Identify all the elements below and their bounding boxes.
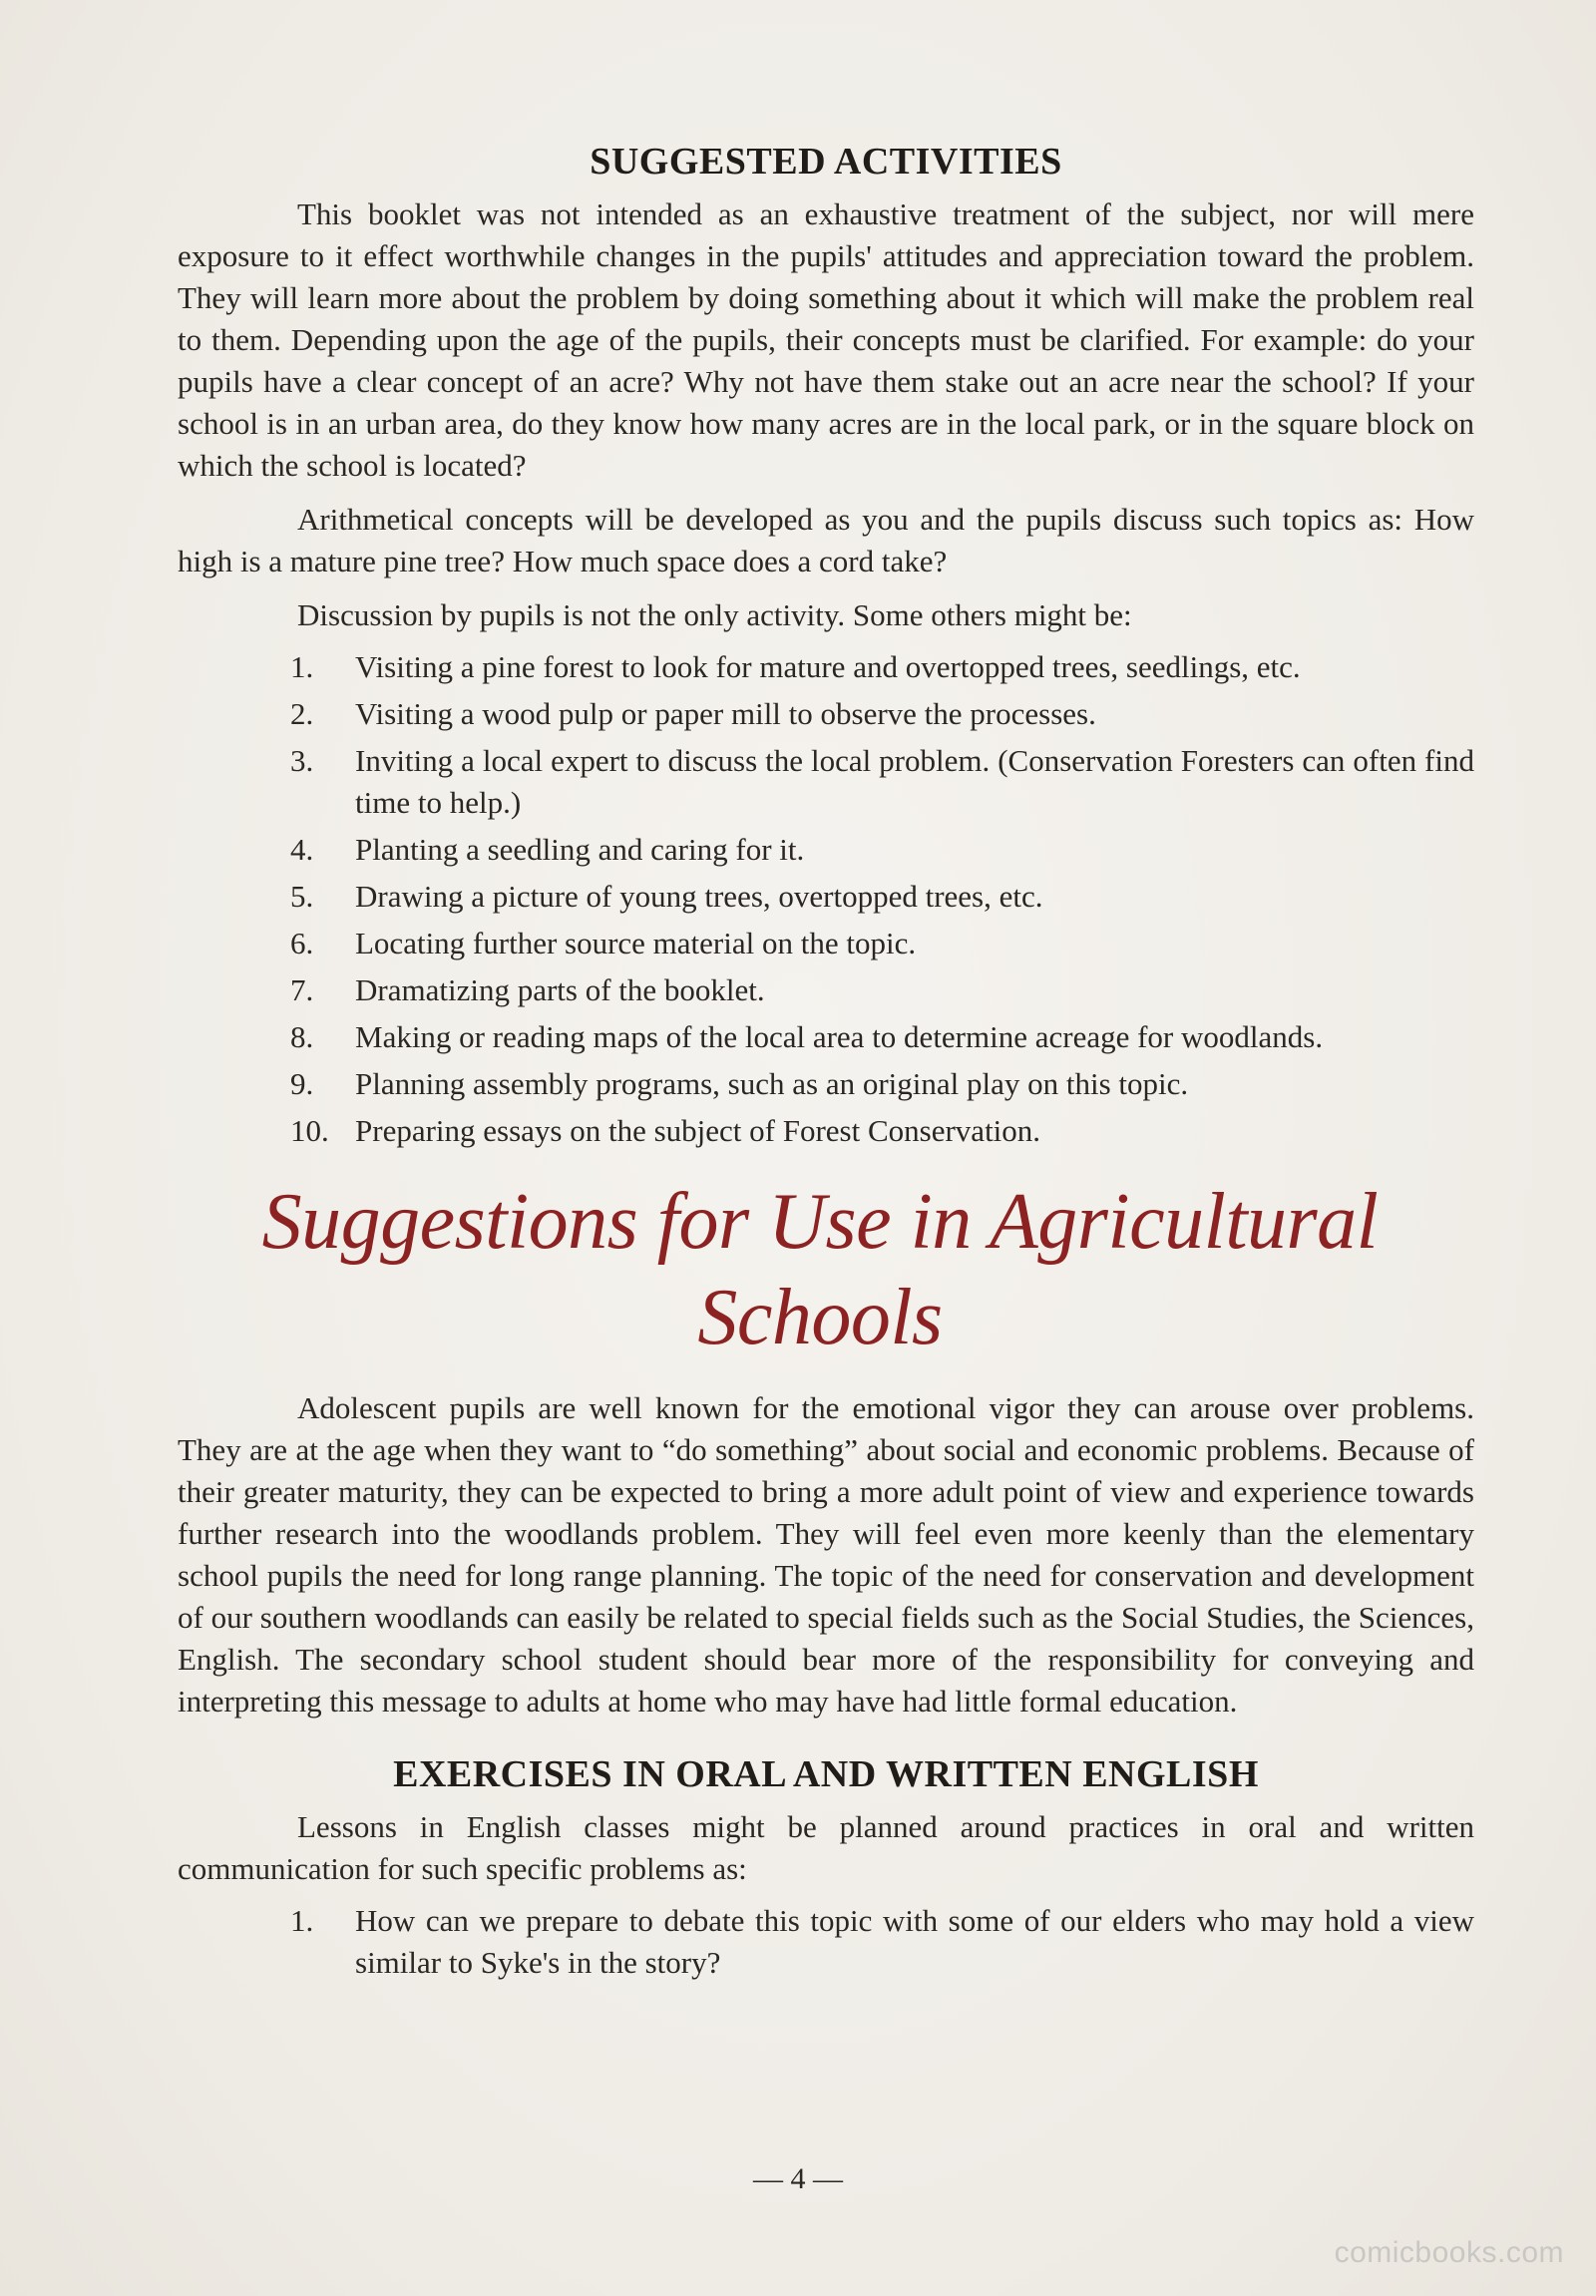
list-item <box>178 1110 1474 1152</box>
list-number: 10. <box>290 1113 329 1148</box>
list-number: 2. <box>290 696 314 731</box>
english-problems-list <box>178 1900 1474 1984</box>
list-item-text: Making or reading maps of the local area to determine acreage for woodlands. <box>355 1019 1324 1054</box>
list-item <box>178 1900 1474 1984</box>
list-number: 3. <box>290 743 314 778</box>
list-item-text: Visiting a pine forest to look for mature and overtopped trees, seedlings, etc. <box>355 649 1301 684</box>
list-item-text: Planning assembly programs, such as an original play on this topic. <box>355 1066 1189 1101</box>
english-lessons-paragraph: Lessons in English classes might be planned around practices in oral and written communication for such specific problems as: <box>178 1809 1474 1886</box>
list-item-text: Dramatizing parts of the booklet. <box>355 972 765 1007</box>
list-item <box>178 969 1474 1011</box>
list-item-text: Drawing a picture of young trees, overtopped trees, etc. <box>355 879 1043 914</box>
section-heading-suggested-activities: SUGGESTED ACTIVITIES <box>590 141 1062 183</box>
list-number: 7. <box>290 972 314 1007</box>
list-item <box>178 693 1474 735</box>
list-number: 5. <box>290 879 314 914</box>
intro-paragraph: This booklet was not intended as an exhaustive treatment of the subject, nor will mere exposure to it effect worthwhile changes in the pupils' attitudes and appreciation toward the problem. They will learn more about the problem by doing something about it which will make the problem real to them. Depending upon the age of the pupils, their concepts must be clarified. For example: do your pupils have a clear concept of an acre? Why not have them stake out an acre near the school? If your school is in an urban area, do they know how many acres are in the local park, or in the square block on which the school is located? <box>178 196 1474 483</box>
section-heading-english-exercises: EXERCISES IN ORAL AND WRITTEN ENGLISH <box>393 1753 1259 1795</box>
list-number: 4. <box>290 832 314 867</box>
page-content <box>178 140 1474 1989</box>
list-item-text: Inviting a local expert to discuss the local problem. (Conservation Foresters can often find time to help.) <box>355 743 1474 820</box>
page-number: — 4 — <box>753 2162 843 2195</box>
list-item <box>178 923 1474 964</box>
watermark: comicbooks.com <box>1334 2236 1564 2269</box>
agricultural-schools-title: Suggestions for Use in Agricultural Schools <box>261 1178 1379 1361</box>
list-item-text: Preparing essays on the subject of Forest Conservation. <box>355 1113 1041 1148</box>
list-number: 6. <box>290 926 314 960</box>
list-item <box>178 740 1474 824</box>
activities-list <box>178 646 1474 1152</box>
list-item <box>178 829 1474 871</box>
list-item <box>178 1063 1474 1105</box>
list-number: 1. <box>290 649 314 684</box>
list-number: 9. <box>290 1066 314 1101</box>
list-item <box>178 646 1474 688</box>
list-item <box>178 1016 1474 1058</box>
discussion-paragraph: Discussion by pupils is not the only activity. Some others might be: <box>297 597 1132 632</box>
list-item-text: Planting a seedling and caring for it. <box>355 832 805 867</box>
list-item-text: Visiting a wood pulp or paper mill to observe the processes. <box>355 696 1096 731</box>
list-number: 1. <box>290 1903 314 1938</box>
arithmetic-paragraph: Arithmetical concepts will be developed as you and the pupils discuss such topics as: How high is a mature pine tree? How much space does a cord take? <box>178 502 1474 578</box>
list-item-text: How can we prepare to debate this topic with some of our elders who may hold a view similar to Syke's in the story? <box>355 1903 1474 1980</box>
list-number: 8. <box>290 1019 314 1054</box>
adolescent-pupils-paragraph: Adolescent pupils are well known for the emotional vigor they can arouse over problems. They are at the age when they want to “do something” about social and economic problems. Because of their greater maturity, they can be expected to bring a more adult point of view and experience towards further research into the woodlands problem. They will feel even more keenly than the elementary school pupils the need for long range planning. The topic of the need for conservation and development of our southern woodlands can easily be related to special fields such as the Social Studies, the Sciences, English. The secondary school student should bear more of the responsibility for conveying and interpreting this message to adults at home who may have had little formal education. <box>178 1390 1474 1719</box>
list-item-text: Locating further source material on the topic. <box>355 926 917 960</box>
list-item <box>178 876 1474 918</box>
